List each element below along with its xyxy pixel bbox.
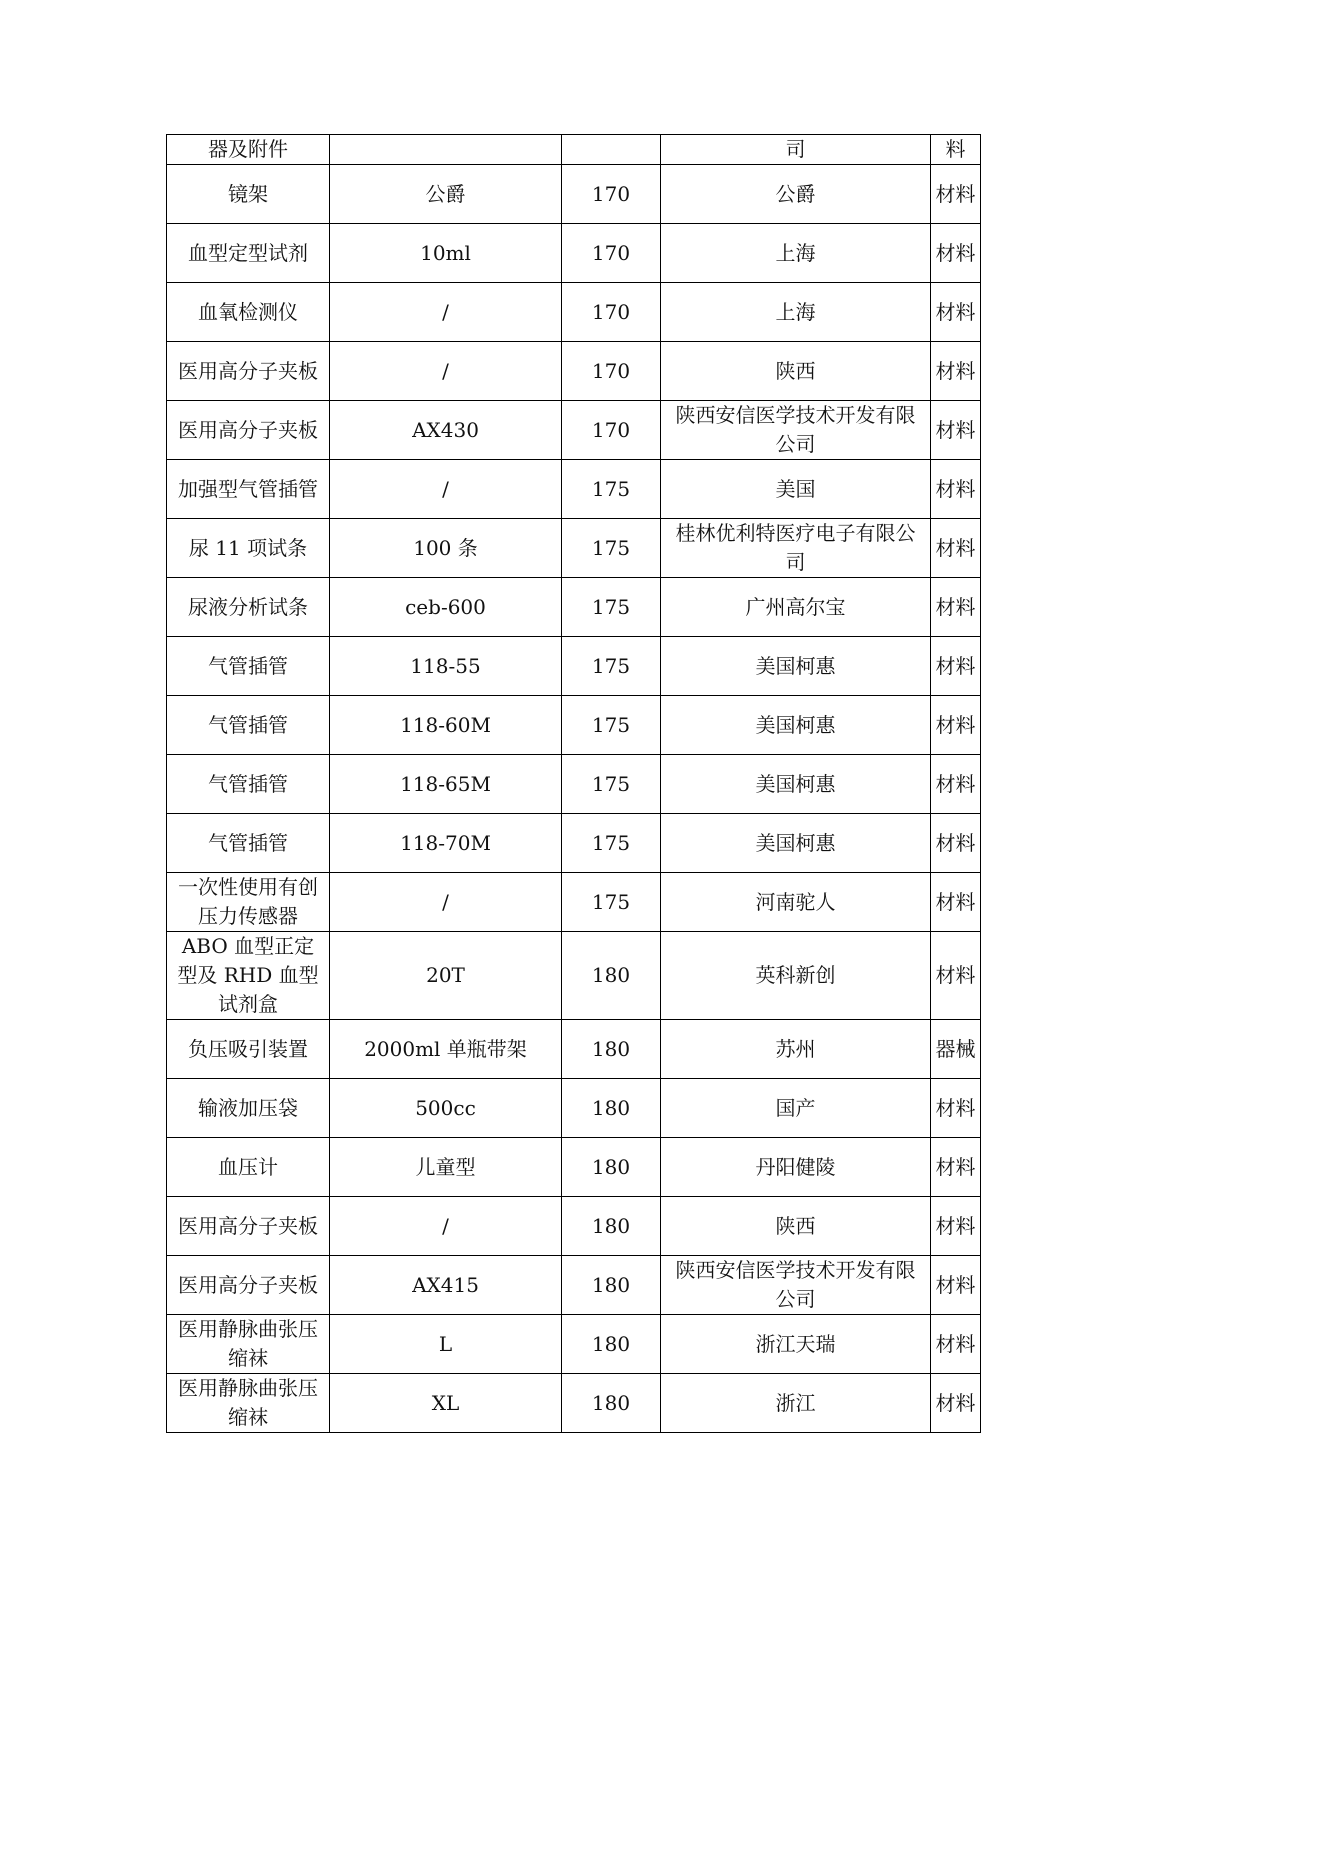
manufacturer-cell: 陕西安信医学技术开发有限公司 — [661, 401, 931, 460]
price-cell: 180 — [562, 1315, 661, 1374]
manufacturer-cell: 陕西安信医学技术开发有限公司 — [661, 1256, 931, 1315]
item-name-cell: 血氧检测仪 — [167, 283, 330, 342]
table-row — [167, 1256, 981, 1315]
table-row — [167, 224, 981, 283]
item-name-cell: 医用高分子夹板 — [167, 401, 330, 460]
item-name-cell: 血型定型试剂 — [167, 224, 330, 283]
price-cell: 170 — [562, 342, 661, 401]
category-cell: 材料 — [931, 814, 981, 873]
category-cell: 材料 — [931, 873, 981, 932]
table-row — [167, 283, 981, 342]
category-cell: 材料 — [931, 637, 981, 696]
manufacturer-cell: 公爵 — [661, 165, 931, 224]
table-row — [167, 519, 981, 578]
manufacturer-cell: 陕西 — [661, 342, 931, 401]
manufacturer-cell: 美国 — [661, 460, 931, 519]
category-cell: 器械 — [931, 1020, 981, 1079]
price-cell: 180 — [562, 1256, 661, 1315]
table-row — [167, 755, 981, 814]
table-row — [167, 814, 981, 873]
item-name-cell: 尿 11 项试条 — [167, 519, 330, 578]
manufacturer-cell: 美国柯惠 — [661, 814, 931, 873]
manufacturer-cell: 上海 — [661, 283, 931, 342]
item-name-cell: 输液加压袋 — [167, 1079, 330, 1138]
spec-cell: AX415 — [330, 1256, 562, 1315]
price-cell: 180 — [562, 1138, 661, 1197]
table-row — [167, 578, 981, 637]
table-row — [167, 1079, 981, 1138]
manufacturer-cell: 浙江天瑞 — [661, 1315, 931, 1374]
item-name-cell: 器及附件 — [167, 135, 330, 165]
table-row — [167, 1197, 981, 1256]
category-cell: 材料 — [931, 519, 981, 578]
manufacturer-cell: 浙江 — [661, 1374, 931, 1433]
spec-cell: XL — [330, 1374, 562, 1433]
price-cell: 170 — [562, 224, 661, 283]
spec-cell: L — [330, 1315, 562, 1374]
price-cell: 180 — [562, 1079, 661, 1138]
manufacturer-cell: 广州高尔宝 — [661, 578, 931, 637]
spec-cell: / — [330, 873, 562, 932]
spec-cell: 儿童型 — [330, 1138, 562, 1197]
table-row — [167, 1138, 981, 1197]
item-name-cell: 尿液分析试条 — [167, 578, 330, 637]
item-name-cell: 气管插管 — [167, 814, 330, 873]
table-row — [167, 1315, 981, 1374]
price-cell — [562, 135, 661, 165]
table-body — [167, 135, 981, 1433]
item-name-cell: 气管插管 — [167, 755, 330, 814]
manufacturer-cell: 美国柯惠 — [661, 755, 931, 814]
table-row — [167, 696, 981, 755]
category-cell: 材料 — [931, 578, 981, 637]
item-name-cell: 气管插管 — [167, 696, 330, 755]
price-cell: 175 — [562, 637, 661, 696]
spec-cell: / — [330, 283, 562, 342]
spec-cell: AX430 — [330, 401, 562, 460]
item-name-cell: 负压吸引装置 — [167, 1020, 330, 1079]
item-name-cell: ABO 血型正定型及 RHD 血型试剂盒 — [167, 932, 330, 1020]
spec-cell: 2000ml 单瓶带架 — [330, 1020, 562, 1079]
category-cell: 材料 — [931, 283, 981, 342]
manufacturer-cell: 美国柯惠 — [661, 637, 931, 696]
table-row — [167, 401, 981, 460]
spec-cell: 20T — [330, 932, 562, 1020]
equipment-price-table — [166, 134, 981, 1433]
spec-cell: 118-60M — [330, 696, 562, 755]
item-name-cell: 医用静脉曲张压缩袜 — [167, 1374, 330, 1433]
category-cell: 料 — [931, 135, 981, 165]
price-cell: 175 — [562, 755, 661, 814]
price-cell: 180 — [562, 1020, 661, 1079]
category-cell: 材料 — [931, 1374, 981, 1433]
category-cell: 材料 — [931, 1079, 981, 1138]
price-cell: 175 — [562, 519, 661, 578]
manufacturer-cell: 苏州 — [661, 1020, 931, 1079]
price-cell: 170 — [562, 165, 661, 224]
category-cell: 材料 — [931, 1315, 981, 1374]
price-cell: 175 — [562, 873, 661, 932]
category-cell: 材料 — [931, 165, 981, 224]
price-cell: 175 — [562, 460, 661, 519]
spec-cell: / — [330, 342, 562, 401]
item-name-cell: 气管插管 — [167, 637, 330, 696]
manufacturer-cell: 英科新创 — [661, 932, 931, 1020]
category-cell: 材料 — [931, 401, 981, 460]
spec-cell: 10ml — [330, 224, 562, 283]
category-cell: 材料 — [931, 224, 981, 283]
category-cell: 材料 — [931, 1138, 981, 1197]
table-row — [167, 637, 981, 696]
spec-cell: 118-55 — [330, 637, 562, 696]
spec-cell: 公爵 — [330, 165, 562, 224]
price-cell: 175 — [562, 814, 661, 873]
table-row — [167, 873, 981, 932]
spec-cell: 118-65M — [330, 755, 562, 814]
manufacturer-cell: 河南驼人 — [661, 873, 931, 932]
category-cell: 材料 — [931, 1256, 981, 1315]
table-row — [167, 1020, 981, 1079]
item-name-cell: 镜架 — [167, 165, 330, 224]
price-cell: 170 — [562, 401, 661, 460]
price-cell: 175 — [562, 696, 661, 755]
price-cell: 180 — [562, 1197, 661, 1256]
price-cell: 175 — [562, 578, 661, 637]
price-cell: 170 — [562, 283, 661, 342]
spec-cell: 100 条 — [330, 519, 562, 578]
category-cell: 材料 — [931, 932, 981, 1020]
manufacturer-cell: 国产 — [661, 1079, 931, 1138]
item-name-cell: 医用高分子夹板 — [167, 1256, 330, 1315]
table-row — [167, 165, 981, 224]
category-cell: 材料 — [931, 696, 981, 755]
spec-cell: / — [330, 1197, 562, 1256]
manufacturer-cell: 陕西 — [661, 1197, 931, 1256]
item-name-cell: 医用高分子夹板 — [167, 342, 330, 401]
table-row — [167, 460, 981, 519]
manufacturer-cell: 桂林优利特医疗电子有限公司 — [661, 519, 931, 578]
item-name-cell: 血压计 — [167, 1138, 330, 1197]
manufacturer-cell: 上海 — [661, 224, 931, 283]
spec-cell: 500cc — [330, 1079, 562, 1138]
table-row — [167, 932, 981, 1020]
item-name-cell: 医用静脉曲张压缩袜 — [167, 1315, 330, 1374]
category-cell: 材料 — [931, 755, 981, 814]
manufacturer-cell: 美国柯惠 — [661, 696, 931, 755]
manufacturer-cell: 司 — [661, 135, 931, 165]
spec-cell: / — [330, 460, 562, 519]
spec-cell: ceb-600 — [330, 578, 562, 637]
manufacturer-cell: 丹阳健陵 — [661, 1138, 931, 1197]
item-name-cell: 加强型气管插管 — [167, 460, 330, 519]
price-cell: 180 — [562, 1374, 661, 1433]
item-name-cell: 一次性使用有创压力传感器 — [167, 873, 330, 932]
table-row — [167, 342, 981, 401]
price-cell: 180 — [562, 932, 661, 1020]
table-row — [167, 1374, 981, 1433]
category-cell: 材料 — [931, 460, 981, 519]
category-cell: 材料 — [931, 1197, 981, 1256]
spec-cell — [330, 135, 562, 165]
table-row — [167, 135, 981, 165]
item-name-cell: 医用高分子夹板 — [167, 1197, 330, 1256]
category-cell: 材料 — [931, 342, 981, 401]
spec-cell: 118-70M — [330, 814, 562, 873]
